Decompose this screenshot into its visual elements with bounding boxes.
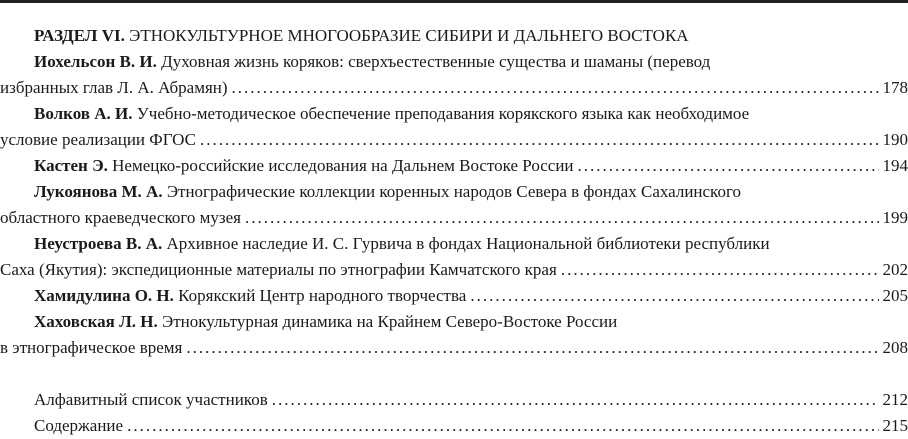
back-matter-page-number: 215 (883, 413, 908, 439)
entry-page-number: 194 (883, 153, 908, 179)
entry-title: Этнографические коллекции коренных народов Севера в фондах Сахалинского (167, 182, 741, 201)
entry-title: Немецко-российские исследования на Дальнем Востоке России (112, 156, 573, 175)
toc-entry[interactable] (0, 49, 908, 101)
toc-back-matter-entry[interactable] (0, 413, 908, 439)
toc-back-matter-entry[interactable] (0, 387, 908, 413)
entry-author: Неустроева В. А. (34, 234, 162, 253)
entry-page-number: 202 (883, 257, 908, 283)
toc-entry[interactable] (0, 283, 908, 309)
dot-leader (200, 127, 879, 153)
entry-title: Этнокультурная динамика на Крайнем Северо-Востоке России (162, 312, 617, 331)
entry-author: Хамидулина О. Н. (34, 286, 174, 305)
entry-title-continued: условие реализации ФГОС (0, 127, 196, 153)
spacer (0, 361, 908, 387)
entry-title-continued: областного краеведческого музея (0, 205, 241, 231)
dot-leader (245, 205, 879, 231)
entry-title: Духовная жизнь коряков: сверхъестественные существа и шаманы (перевод (161, 52, 710, 71)
dot-leader (272, 387, 879, 413)
section-label: РАЗДЕЛ VI. (34, 26, 125, 45)
back-matter-title: Алфавитный список участников (34, 387, 268, 413)
dot-leader (232, 75, 879, 101)
dot-leader (186, 335, 878, 361)
dot-leader (470, 283, 878, 309)
table-of-contents (0, 23, 908, 439)
toc-entry[interactable] (0, 179, 908, 231)
entry-author: Иохельсон В. И. (34, 52, 157, 71)
section-heading (0, 23, 908, 49)
dot-leader (127, 413, 878, 439)
entry-author: Хаховская Л. Н. (34, 312, 158, 331)
entry-page-number: 190 (883, 127, 908, 153)
dot-leader (578, 153, 879, 179)
entry-author: Волков А. И. (34, 104, 132, 123)
entry-page-number: 205 (883, 283, 908, 309)
entry-author: Кастен Э. (34, 156, 108, 175)
toc-entry[interactable] (0, 153, 908, 179)
entry-title-continued: избранных глав Л. А. Абрамян) (0, 75, 228, 101)
entry-title-continued: в этнографическое время (0, 335, 182, 361)
back-matter-title: Содержание (34, 413, 123, 439)
back-matter-page-number: 212 (883, 387, 908, 413)
entry-page-number: 208 (883, 335, 908, 361)
entry-title: Корякский Центр народного творчества (178, 286, 466, 305)
entry-page-number: 199 (883, 205, 908, 231)
section-title: ЭТНОКУЛЬТУРНОЕ МНОГООБРАЗИЕ СИБИРИ И ДАЛЬНЕГО ВОСТОКА (129, 26, 688, 45)
entry-title: Учебно-методическое обеспечение преподавания корякского языка как необходимое (137, 104, 749, 123)
top-rule (0, 0, 908, 3)
entry-title: Архивное наследие И. С. Гурвича в фондах Национальной библиотеки республики (166, 234, 769, 253)
toc-entry[interactable] (0, 101, 908, 153)
dot-leader (561, 257, 879, 283)
entry-author: Лукоянова М. А. (34, 182, 163, 201)
entry-title-continued: Саха (Якутия): экспедиционные материалы по этнографии Камчатского края (0, 257, 557, 283)
toc-entry[interactable] (0, 231, 908, 283)
toc-entry[interactable] (0, 309, 908, 361)
entry-page-number: 178 (883, 75, 908, 101)
